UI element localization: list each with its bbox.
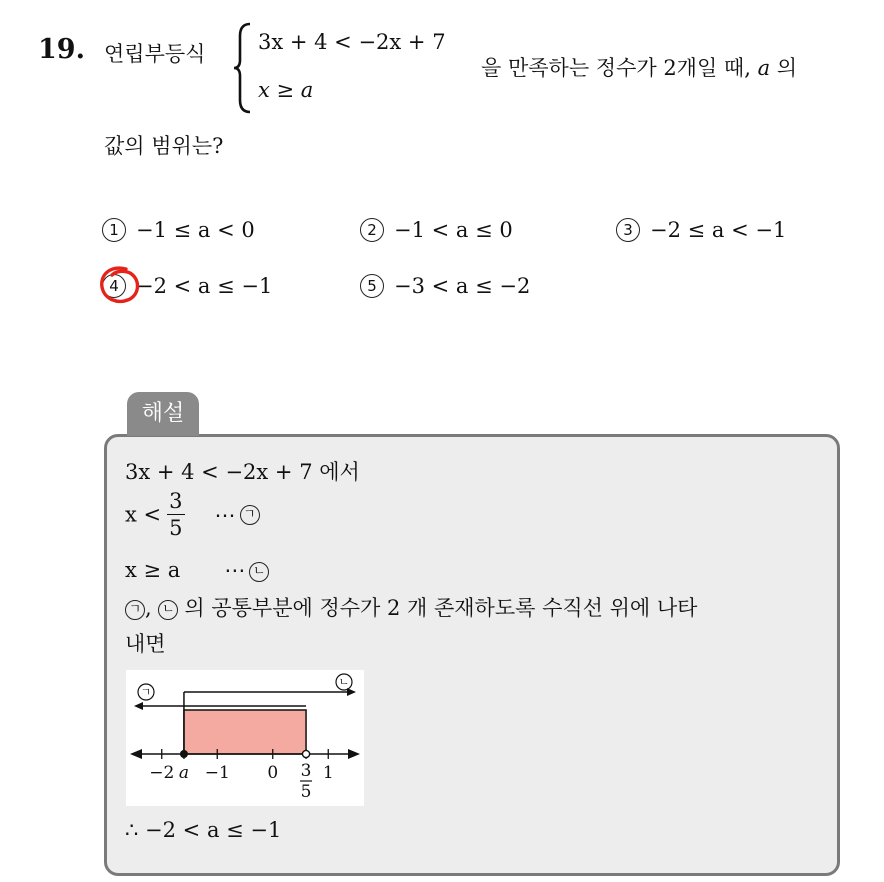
fraction-num: 3 <box>169 489 183 513</box>
question-stem-suffix <box>481 52 797 82</box>
choice-2[interactable] <box>360 218 513 242</box>
closed-dot-a <box>180 750 188 758</box>
marker-sep: , <box>145 596 152 620</box>
system-brace-icon <box>232 22 254 114</box>
var-x: x <box>258 78 270 102</box>
ge-sign: ≥ <box>269 78 301 102</box>
stem-suffix-part2: 의 <box>770 56 798 80</box>
stem-var-a: a <box>757 56 771 80</box>
axis-tick-label: −1 <box>204 763 230 783</box>
solution-line-2-lhs: x < <box>125 502 162 527</box>
choice-1[interactable] <box>102 218 255 242</box>
solution-conclusion: ∴ −2 < a ≤ −1 <box>125 818 282 842</box>
solution-line-5: 내면 <box>125 632 166 656</box>
label-2-text: ㄴ <box>338 675 350 689</box>
choice-3-mark: 3 <box>616 218 640 242</box>
fraction-den: 5 <box>169 516 183 540</box>
solution-line-3 <box>125 558 269 582</box>
choice-4-text: −2 < a ≤ −1 <box>136 274 273 298</box>
question-stem-line2: 값의 범위는? <box>104 134 224 158</box>
choice-2-mark: 2 <box>360 218 384 242</box>
choice-1-text: −1 ≤ a < 0 <box>136 218 255 242</box>
choice-3[interactable] <box>616 218 786 242</box>
number-line-svg <box>126 670 364 806</box>
question-number: 19. <box>38 34 85 65</box>
marker-1: ㄱ <box>240 505 260 525</box>
solution-line-4-text: 의 공통부분에 정수가 2 개 존재하도록 수직선 위에 나타 <box>184 596 698 620</box>
choice-5-text: −3 < a ≤ −2 <box>394 274 531 298</box>
choice-5[interactable] <box>360 274 530 298</box>
solution-line-4 <box>125 592 825 622</box>
choice-4-mark: 4 <box>102 274 126 298</box>
tick-frac-den: 5 <box>300 782 312 802</box>
question-stem-prefix: 연립부등식 <box>104 42 206 66</box>
tick-frac-num: 3 <box>300 761 312 781</box>
stem-suffix-part1: 을 만족하는 정수가 2개일 때, <box>481 56 758 80</box>
system-line-2 <box>258 78 313 102</box>
axis-tick-label: 0 <box>267 763 279 783</box>
marker-2: ㄴ <box>249 562 269 582</box>
label-1-marker <box>138 684 154 700</box>
choice-3-text: −2 ≤ a < −1 <box>650 218 787 242</box>
choice-2-text: −1 < a ≤ 0 <box>394 218 513 242</box>
fraction-three-fifths <box>167 488 184 541</box>
label-2-marker <box>336 674 352 690</box>
var-a: a <box>300 78 314 102</box>
marker-2-ref: ㄴ <box>158 600 178 620</box>
axis-tick-label: 1 <box>322 763 334 783</box>
choice-5-mark: 5 <box>360 274 384 298</box>
marker-1-ref: ㄱ <box>125 600 145 620</box>
axis-right-arrow-icon <box>348 749 360 759</box>
system-line-1: 3x + 4 < −2x + 7 <box>258 30 446 54</box>
axis-left-arrow-icon <box>130 749 142 759</box>
solution-line-1: 3x + 4 < −2x + 7 에서 <box>125 460 360 484</box>
number-line-figure <box>126 670 364 806</box>
axis-tick-label: a <box>178 763 190 783</box>
label-1-text: ㄱ <box>140 685 152 699</box>
shaded-region <box>184 710 306 754</box>
solution-line-3-lhs: x ≥ a <box>125 558 181 582</box>
solution-line-2 <box>125 488 260 541</box>
open-dot-three-fifths <box>302 750 309 757</box>
tick-label-three-fifths <box>300 761 312 802</box>
choice-1-mark: 1 <box>102 218 126 242</box>
axis-tick-label: −2 <box>149 763 175 783</box>
solution-tag: 해설 <box>127 392 199 436</box>
dots-1: ⋯ <box>214 502 236 527</box>
ray-1-arrow-icon <box>134 702 143 710</box>
selected-answer-circle-icon <box>96 263 144 309</box>
dots-2: ⋯ <box>224 558 246 582</box>
